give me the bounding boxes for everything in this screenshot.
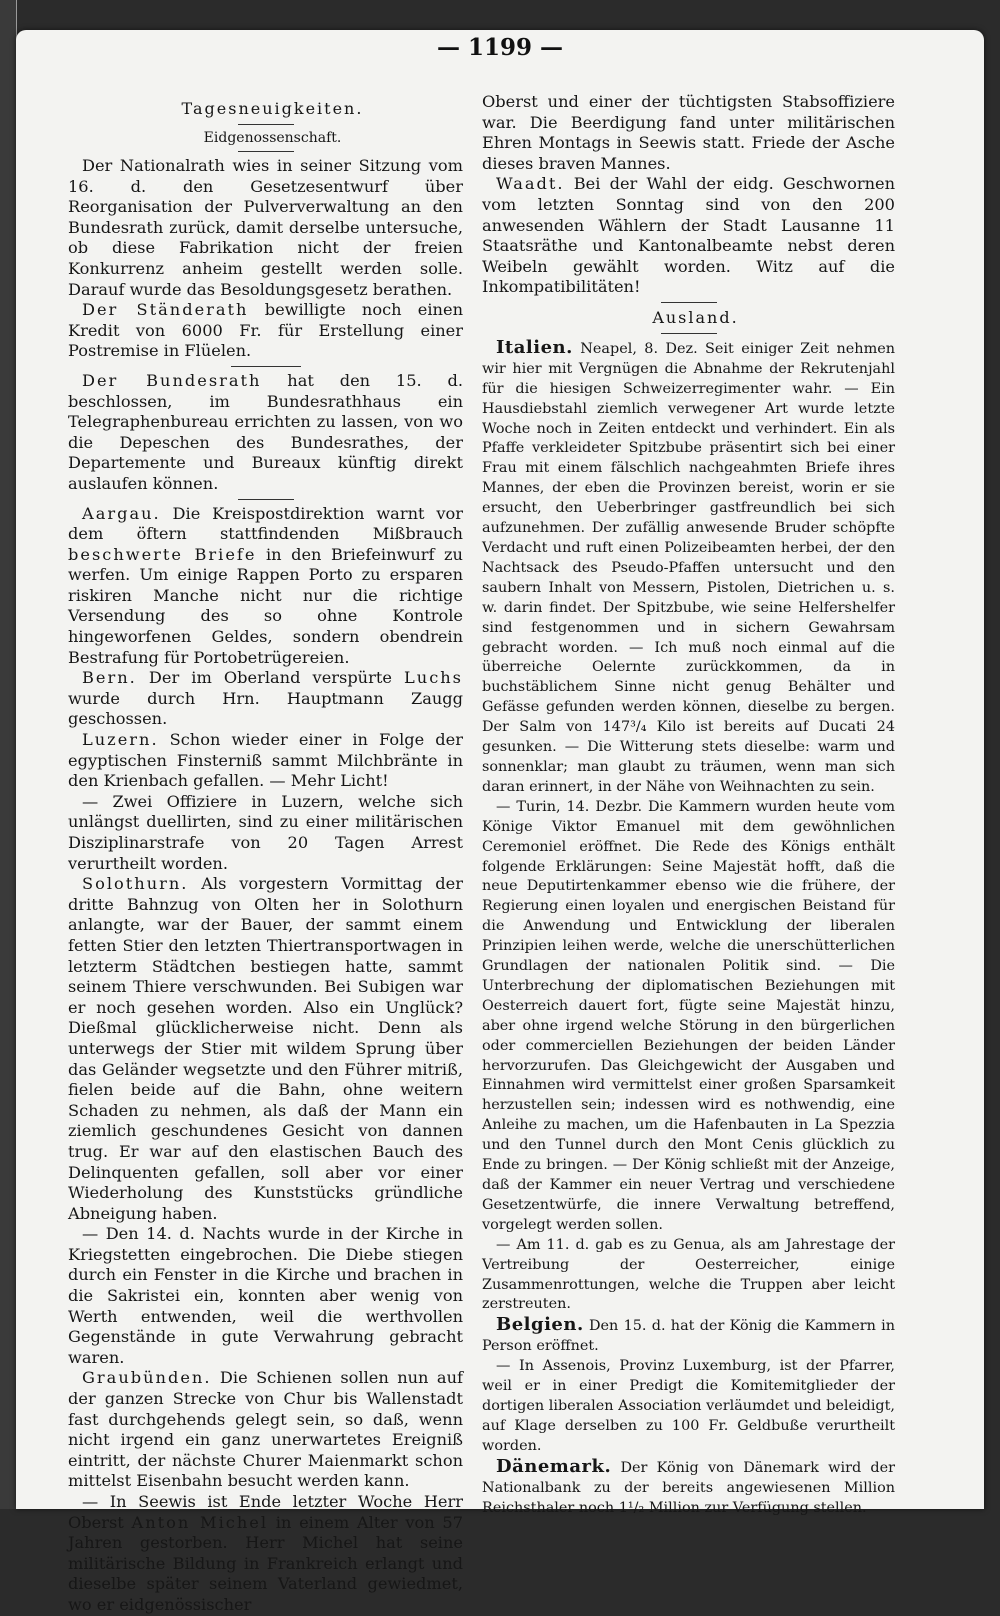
article-lead: Waadt. — [496, 174, 565, 194]
ausland-title: Ausland. — [652, 307, 739, 327]
article-genua: — Am 11. d. gab es zu Genua, als am Jahrestage der Vertreibung der Oesterreicher, einige Zusammenrottungen, welche die Truppen aber leicht zerstreuten. — [482, 1236, 895, 1313]
page-number: — 1199 — — [436, 34, 564, 61]
article-lead: Bern. — [82, 668, 137, 688]
article-emphasis: beschwerte Briefe — [68, 544, 257, 564]
article-body: in einem Alter von 57 Jahren gestorben. Herr Michel hat seine militärische Bildung in Frankreich erlangt und dieselbe später seinem Vaterland gewiedmet, wo er eidgenössischer — [68, 1512, 464, 1614]
article-turin: — Turin, 14. Dezbr. Die Kammern wurden heute vom Könige Viktor Emanuel mit dem gewöhnlichen Ceremoniel eröffnet. Die Rede des Königs enthält folgende Erklärungen: Seine Majestät hofft, daß die neue Deputirtenkammer ebenso wie die frühere, der Regierung einen loyalen und energischen Beistand für die Anwendung und Entwicklung der liberalen Prinzipien leihen werde, welche die unerschütterlichen Grundlagen der nationalen Politik sind. — Die Unterbrechung der diplomatischen Beziehungen mit Oesterreich dauert fort, fügte seine Majestät hinzu, aber ohne irgend welche Störung in den bürgerlichen oder commerciellen Beziehungen der beiden Länder hervorzurufen. Das Gleichgewicht der Ausgaben und Einnahmen wird vermittelst einer großen Sparsamkeit herzustellen sein; indessen wird es nothwendig, eine Anleihe zu machen, um die Hafenbauten in La Spezzia und den Tunnel durch den Mont Cenis glücklich zu Ende zu bringen. — Der König schließt mit der Anzeige, daß der Kammer ein neuer Vertrag und verschiedene Gesetzentwürfe, die innere Verwaltung betreffend, vorgelegt werden sollen. — [482, 798, 895, 1233]
article-aargau — [68, 504, 463, 669]
article-staenderath — [68, 300, 463, 362]
article-italien — [482, 338, 895, 798]
article-lead: Luzern. — [82, 730, 159, 750]
article-body: — In Seewis ist Ende letzter Woche Herr Oberst — [68, 1492, 463, 1532]
book-binding-edge — [0, 0, 17, 1509]
article-daenemark — [482, 1457, 895, 1519]
article-waadt — [482, 174, 895, 298]
divider — [238, 124, 294, 125]
article-body: wurde durch Hrn. Hauptmann Zaugg geschossen. — [68, 688, 463, 729]
article-luzern — [68, 730, 463, 792]
country-heading: Italien. — [496, 336, 573, 358]
article-body: in den Briefeinwurf zu werfen. Um einige Rappen Porto zu ersparen riskiren Manche nicht nur die richtige Versendung des so ohne Kontrole hingeworfenen Geldes, sondern obendrein Bestrafung für Portobetrügereien. — [68, 544, 463, 667]
article-lead: Der Ständerath — [82, 300, 249, 320]
country-heading: Dänemark. — [496, 1455, 612, 1477]
article-seewis-continued: Oberst und einer der tüchtigsten Stabsoffiziere war. Die Beerdigung fand unter militärischen Ehren Montags in Seewis statt. Friede der Asche dieses braven Mannes. — [482, 92, 895, 173]
article-body: Als vorgestern Vormittag der dritte Bahnzug von Olten her in Solothurn anlangte, war der Bauer, der sammt einem fetten Stier den letzten Thiertransportwagen in letzterm Städtchen bestiegen hatte, sammt seinem Thiere verschwunden. Bei Subigen war er noch gesehen worden. Also ein Unglück? Dießmal glücklicherweise nicht. Denn als unterwegs der Stier mit wildem Sprung über das Geländer wegsetzte und den Führer mitriß, fielen beide auf die Bahn, ohne weitern Schaden zu nehmen, als daß der Mann ein ziemlich geschundenes Gesicht von dannen trug. Er war auf den elastischen Bauch des Delinquenten gefallen, soll aber vor einer Wiederholung des Kunststücks gründliche Abneigung haben. — [68, 874, 463, 1223]
right-column — [482, 92, 895, 1518]
article-kriegstetten: — Den 14. d. Nachts wurde in der Kirche in Kriegstetten eingebrochen. Die Diebe stiegen durch ein Fenster in die Kirche und brachen in die Sakristei ein, konnten aber wenig von Werth entwenden, weil die werthvollen Gegenstände in gute Verwahrung gebracht waren. — [68, 1224, 463, 1367]
article-emphasis: Luchs — [404, 668, 463, 688]
article-lead: Der Bundesrath — [82, 370, 262, 390]
article-lead: Aargau. — [82, 503, 161, 523]
article-body: Schon wieder einer in Folge der egyptischen Finsterniß sammt Milchbränte in den Krienbach gefallen. — Mehr Licht! — [68, 730, 463, 791]
article-body: hat den 15. d. beschlossen, im Bundesrathhaus ein Telegraphenbureau errichten zu lassen, von wo die Depeschen des Bundesrathes, der Departemente und Bureaux künftig direkt auslaufen können. — [68, 370, 463, 493]
article-graubuenden — [68, 1368, 463, 1492]
article-lead: Solothurn. — [82, 874, 189, 894]
article-emphasis: Anton Michel — [131, 1512, 269, 1532]
section-title: Tagesneuigkeiten. — [181, 99, 364, 118]
divider — [231, 366, 301, 367]
subsection-title: Eidgenossenschaft. — [203, 130, 342, 146]
article-body: Neapel, 8. Dez. Seit einiger Zeit nehmen wir hier mit Vergnügen die Abnahme der Rekrutenjahl für die hiesigen Schweizerregimenter wahr. — Ein Hausdiebstahl ziemlich verwegener Art wurde letzte Woche noch in Zeiten entdeckt und verhindert. Ein als Pfaffe verkleideter Spitzbube präsentirt sich bei einer Frau mit einem fälschlich nachgeahmten Briefe ihres Mannes, der eben die Provinzen bereist, worin er sie ersucht, den Ueberbringer gastfreundlich bei sich aufzunehmen. Der zufällig anwesende Bruder schöpfte Verdacht und ruft einen Polizeibeamten herbei, der den Nachtsack des Pseudo-Pfaffen untersucht und den saubern Inhalt von Messern, Pistolen, Dietrichen u. s. w. darin findet. Der Spitzbube, wie seine Helfershelfer sind festgenommen und in sichern Gewahrsam gebracht worden. — Ich muß noch einmal auf die überreiche Oelernte zurückkommen, da in buchstäblichem Sinne nicht genug Behälter und Gefässe gefunden werden können, dieselbe zu bergen. Der Salm von 147³/₄ Kilo ist bereits auf Ducati 24 gesunken. — Die Witterung stets dieselbe: warm und sonnenklar; man glaubt zu träumen, wenn man sich daran erinnert, in der Nähe von Weihnachten zu sein. — [482, 340, 895, 795]
divider — [661, 302, 717, 303]
left-column — [68, 98, 463, 1616]
article-body: Der König von Dänemark wird der Nationalbank zu der bereits angewiesenen Million Reichsthaler noch 1¹/₂ Million zur Verfügung stellen. — [482, 1459, 895, 1516]
article-luzern-duel: — Zwei Offiziere in Luzern, welche sich unlängst duellirten, sind zu einer militärischen Disziplinarstrafe von 20 Tagen Arrest verurtheilt worden. — [68, 791, 463, 873]
divider — [238, 151, 294, 152]
article-bundesrath — [68, 371, 463, 495]
country-heading: Belgien. — [496, 1314, 584, 1336]
divider — [238, 499, 294, 500]
article-body: Der im Oberland verspürte — [136, 668, 405, 688]
article-assenois: — In Assenois, Provinz Luxemburg, ist der Pfarrer, weil er in einer Predigt die Komitemitglieder der dortigen liberalen Association verläumdet und beleidigt, auf Klage derselben zu 100 Fr. Geldbuße verurtheilt worden. — [482, 1358, 895, 1454]
article-lead: Graubünden. — [82, 1368, 212, 1388]
article-seewis — [68, 1492, 463, 1616]
article-body: Die Schienen sollen nun auf der ganzen Strecke von Chur bis Wallenstadt fast durchgehends gelegt sein, so daß, wenn nicht irgend ein ganz unerwartetes Ereigniß eintritt, der nächste Churer Maienmarkt schon mittelst Eisenbahn besucht werden kann. — [68, 1368, 463, 1491]
article-nationalrath: Der Nationalrath wies in seiner Sitzung vom 16. d. den Gesetzesentwurf über Reorganisation der Pulververwaltung an den Bundesrath zurück, damit derselbe untersuche, ob diese Fabrikation nicht der freien Konkurrenz anheim gestellt werden solle. Darauf wurde das Besoldungsgesetz berathen. — [68, 156, 463, 299]
article-solothurn — [68, 874, 463, 1224]
article-body: Bei der Wahl der eidg. Geschwornen vom letzten Sonntag sind von den 200 anwesenden Wählern der Stadt Lausanne 11 Staatsräthe und Kantonalbeamte nebst deren Weibeln gewählt worden. Witz auf die Inkompatibilitäten! — [482, 174, 895, 297]
article-body: Die Kreispostdirektion warnt vor dem öftern stattfindenden Mißbrauch — [68, 503, 463, 544]
divider — [661, 333, 717, 334]
article-bern — [68, 668, 463, 730]
article-body: Den 15. d. hat der König die Kammern in Person eröffnet. — [482, 1318, 895, 1355]
article-body: bewilligte noch einen Kredit von 6000 Fr. für Erstellung einer Postremise in Flüelen. — [68, 300, 463, 361]
article-belgien — [482, 1315, 895, 1357]
